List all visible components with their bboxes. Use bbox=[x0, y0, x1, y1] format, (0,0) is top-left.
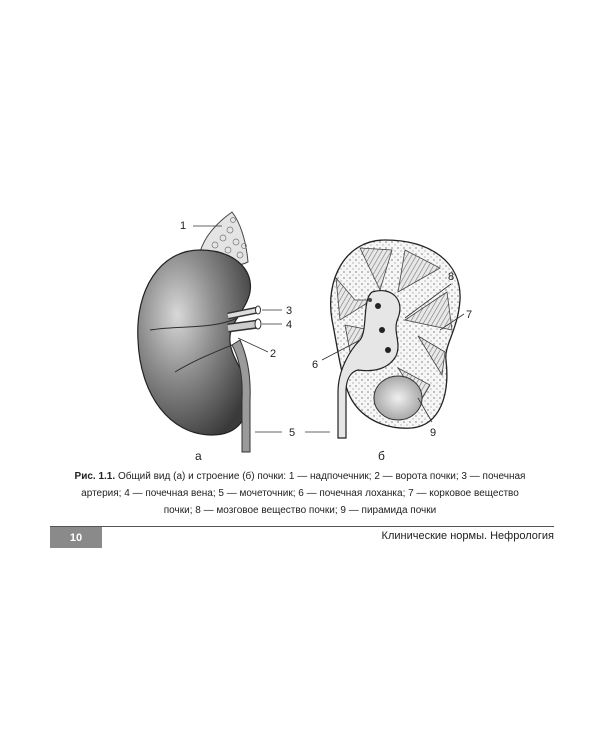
marker-3: 3 bbox=[286, 305, 293, 317]
marker-8: 8 bbox=[448, 271, 455, 283]
panel-b-label: б bbox=[378, 449, 385, 463]
panel-a-label: а bbox=[195, 449, 202, 463]
marker-7: 7 bbox=[466, 309, 473, 321]
kidney-external-view bbox=[138, 212, 261, 452]
marker-5: 5 bbox=[289, 427, 296, 439]
marker-4: 4 bbox=[286, 319, 293, 331]
caption-text: Общий вид (а) и строение (б) почки: 1 — надпочечник; 2 — ворота почки; 3 — почечная артерия; 4 — почечная вена; 5 — мочеточник; 6 — почечная лоханка; 7 — корковое вещество почки; 8 — мозговое вещество почки; 9 — пирамида почки bbox=[81, 471, 526, 516]
marker-9: 9 bbox=[430, 427, 437, 439]
marker-6: 6 bbox=[312, 359, 319, 371]
marker-1: 1 bbox=[180, 220, 187, 232]
kidney-body bbox=[138, 250, 251, 435]
marker-2: 2 bbox=[270, 348, 277, 360]
running-title: Клинические нормы. Нефрология bbox=[381, 530, 554, 542]
footer-divider bbox=[50, 526, 554, 527]
figure-caption bbox=[70, 468, 530, 519]
kidney-section-view bbox=[331, 240, 460, 438]
figure-number: Рис. 1.1. bbox=[74, 471, 116, 482]
page-number: 10 bbox=[50, 527, 102, 548]
